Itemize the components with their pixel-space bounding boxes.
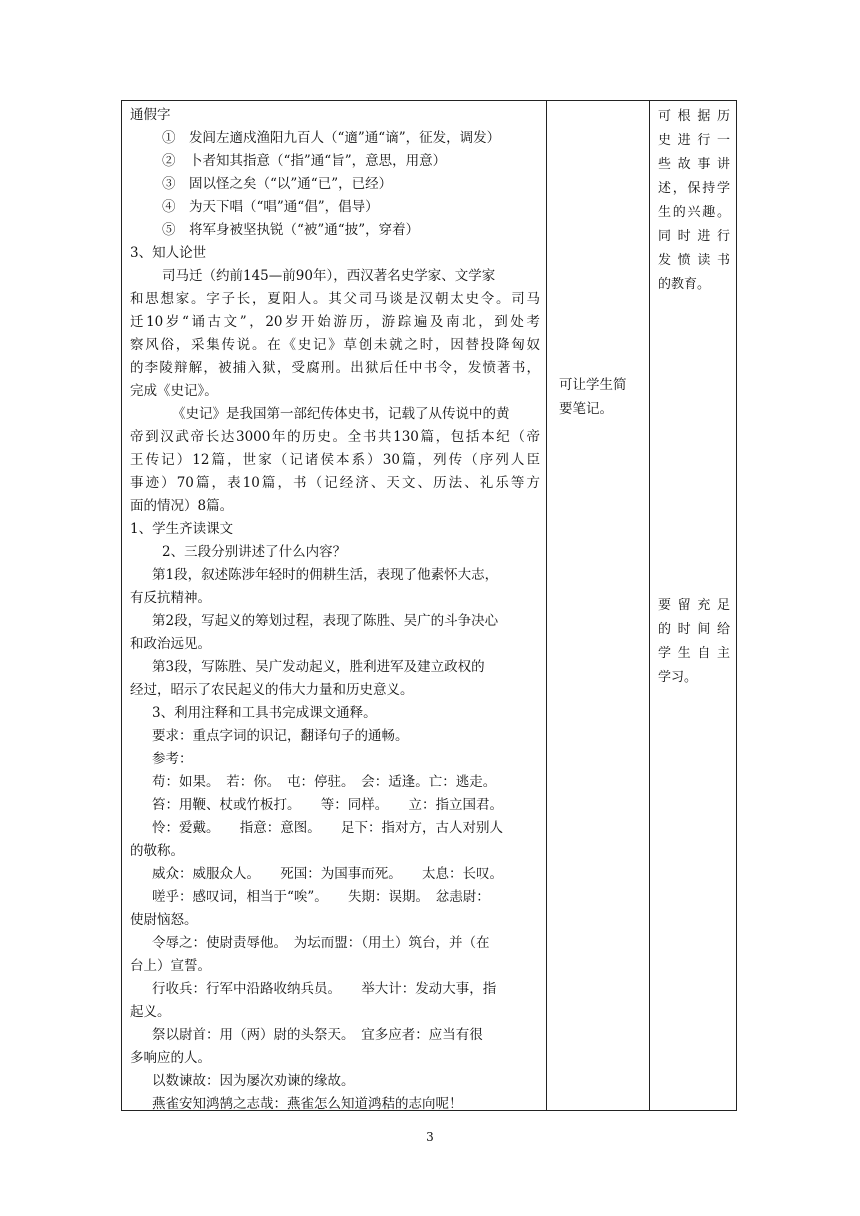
student-note-line: 可让学生简 (559, 377, 627, 393)
content-line: 2、三段分别讲述了什么内容？ (162, 544, 347, 560)
content-line: 要求：重点字词的识记，翻译句子的通畅。 (152, 728, 409, 744)
content-line: ② 卜者知其指意（“指”通“旨”，意思，用意） (162, 153, 447, 169)
content-line: 令辱之：使尉责辱他。 为坛而盟：（用土）筑台，并（在 (152, 935, 490, 951)
content-line: 有反抗精神。 (130, 590, 211, 606)
content-line: 参考： (152, 751, 193, 767)
content-line: 迁10岁“诵古文”，20岁开始游历，游踪遍及南北，到处考 (130, 314, 540, 330)
design-note-line: 些故事讲 (658, 157, 730, 172)
content-line: ③ 固以怪之矣（“以”通“已”，已经） (162, 176, 393, 192)
content-line: 通假字 (130, 107, 171, 123)
lesson-plan-table (121, 100, 737, 1111)
content-line: 王传记）12篇，世家（记诸侯本系）30篇，列传（序列人臣 (130, 452, 540, 468)
content-line: 完成《史记》。 (130, 383, 218, 399)
content-line: 3、利用注释和工具书完成课文通释。 (152, 705, 377, 721)
content-line: 《史记》是我国第一部纪传体史书，记载了从传说中的黄 (172, 406, 510, 422)
content-line: 燕雀安知鸿鹄之志哉：燕雀怎么知道鸿秸的志向呢！ (152, 1096, 463, 1112)
content-line: 1、学生齐读课文 (130, 521, 234, 537)
content-line: 台上）宣誓。 (130, 958, 211, 974)
content-line: 第3段，写陈胜、吴广发动起义，胜利进军及建立政权的 (152, 659, 485, 675)
content-line: 起义。 (130, 1004, 171, 1020)
design-note-line: 发愤读书 (658, 253, 730, 268)
student-note (559, 373, 641, 421)
design-note-line: 学生自主 (658, 646, 730, 661)
design-note-line: 述，保持学 (658, 181, 730, 196)
content-line: 行收兵：行军中沿路收纳兵员。 举大计：发动大事，指 (152, 981, 497, 997)
content-line: 经过，昭示了农民起义的伟大力量和历史意义。 (130, 682, 414, 698)
content-line: 3、知人论世 (130, 245, 207, 261)
content-line: 和思想家。字子长，夏阳人。其父司马谈是汉朝太史令。司马 (130, 291, 540, 307)
design-note-line: 同时进行 (658, 229, 730, 244)
design-note-history (658, 105, 730, 297)
design-note-line: 学习。 (658, 670, 698, 685)
content-line: 第1段，叙述陈涉年轻时的佣耕生活，表现了他素怀大志， (152, 567, 499, 583)
student-note-line: 要笔记。 (559, 401, 613, 417)
content-line: 威众：威服众人。 死国：为国事而死。 太息：长叹。 (152, 866, 503, 882)
content-line: ⑤ 将军身被坚执锐（“被”通“披”，穿着） (162, 222, 420, 238)
content-line: 的李陵辩解，被捕入狱，受腐刑。出狱后任中书令，发愤著书， (130, 360, 540, 376)
content-line: 司马迁（约前145—前90年），西汉著名史学家、文学家 (162, 268, 496, 284)
content-line: 察风俗，采集传说。在《史记》草创未就之时，因替投降匈奴 (130, 337, 540, 353)
content-line: 第2段，写起义的筹划过程，表现了陈胜、吴广的斗争决心 (152, 613, 499, 629)
content-line: 嗟乎：感叹词，相当于“唉”。 失期：误期。 忿恚尉： (152, 889, 490, 905)
design-note-selfstudy (658, 594, 730, 690)
content-line: 事迹）70篇，表10篇，书（记经济、天文、历法、礼乐等方 (130, 475, 540, 491)
page-number: 3 (426, 1130, 434, 1144)
design-note-line: 的时间给 (658, 622, 730, 637)
design-note-line: 生的兴趣。 (658, 205, 730, 220)
design-note-line: 史进行一 (658, 133, 730, 148)
content-line: 帝到汉武帝长达3000年的历史。全书共130篇，包括本纪（帝 (130, 429, 540, 445)
design-note-line: 的教育。 (658, 277, 711, 292)
content-line: 以数谏故：因为屡次劝谏的缘故。 (152, 1073, 355, 1089)
content-line: 使尉恼怒。 (130, 912, 198, 928)
content-line: 多响应的人。 (130, 1050, 211, 1066)
teaching-content-cell (122, 101, 546, 1110)
content-line: 怜：爱戴。 指意：意图。 足下：指对方，古人对别人 (152, 820, 503, 836)
content-line: 的敬称。 (130, 843, 184, 859)
content-line: ① 发闾左適戍渔阳九百人（“適”通“谪”，征发，调发） (162, 130, 501, 146)
content-line: 面的情况）8篇。 (130, 498, 234, 514)
student-activity-cell (547, 101, 649, 1110)
content-line: 祭以尉首：用（两）尉的头祭天。 宜多应者：应当有很 (152, 1027, 483, 1043)
design-note-line: 要留充足 (658, 598, 730, 613)
design-note-line: 可根据历 (658, 109, 730, 124)
design-intent-cell (650, 101, 736, 1110)
content-line: 和政治远见。 (130, 636, 211, 652)
content-line: 笞：用鞭、杖或竹板打。 等：同样。 立：指立国君。 (152, 797, 503, 813)
content-line: ④ 为天下唱（“唱”通“倡”，倡导） (162, 199, 379, 215)
content-line: 苟：如果。 若：你。 屯：停驻。 会：适逢。亡：逃走。 (152, 774, 497, 790)
